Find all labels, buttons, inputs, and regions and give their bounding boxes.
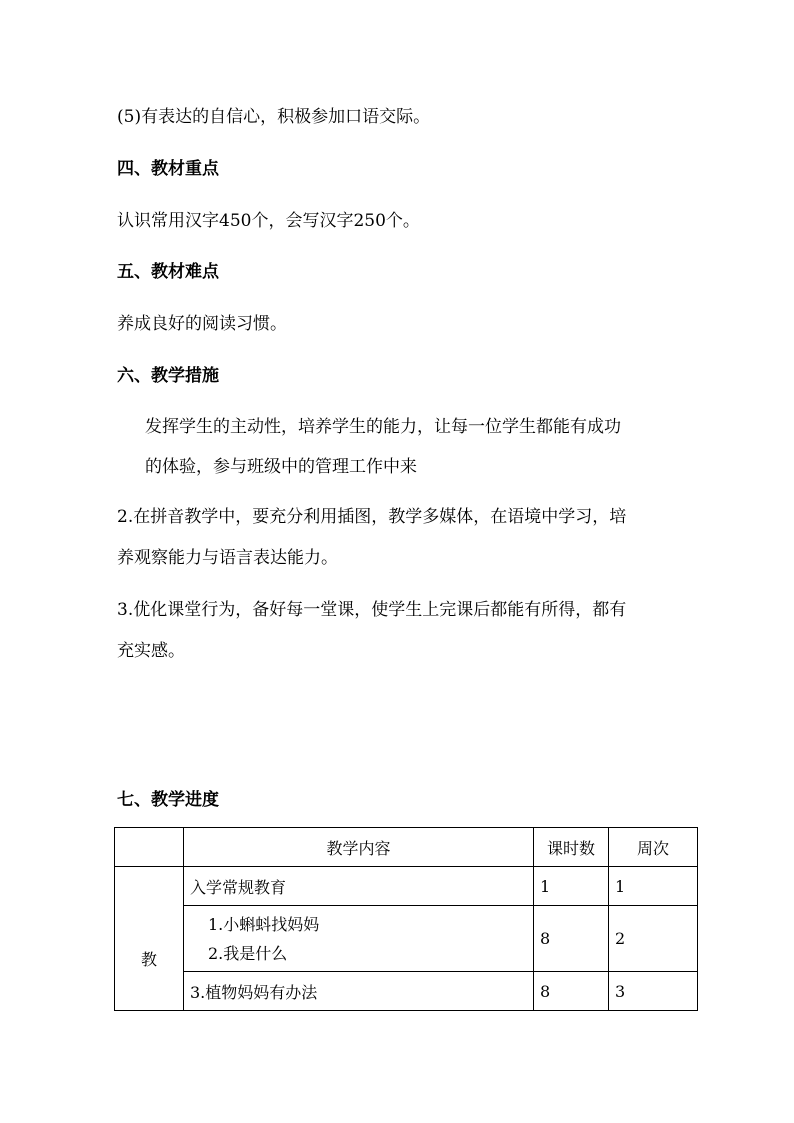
measure-1-line-1: 发挥学生的主动性，培养学生的能力，让每一位学生都能有成功 xyxy=(145,417,621,437)
header-week-cell: 周次 xyxy=(609,828,698,867)
measure-2-line-1: 2.在拼音教学中，要充分利用插图，教学多媒体，在语境中学习，培 xyxy=(117,507,627,527)
section-heading-measures: 六、教学措施 xyxy=(117,366,219,386)
content-cell: 3.植物妈妈有办法 xyxy=(184,972,534,1011)
hours-cell: 8 xyxy=(534,906,609,972)
header-hours-cell: 课时数 xyxy=(534,828,609,867)
lesson-item: 1.小蝌蚪找妈妈 xyxy=(208,914,320,934)
difficulties-text: 养成良好的阅读习惯。 xyxy=(117,314,287,334)
section-heading-schedule: 七、教学进度 xyxy=(117,790,219,810)
lesson-item: 2.我是什么 xyxy=(208,943,288,963)
table-row xyxy=(115,972,698,1011)
content-cell xyxy=(184,906,534,972)
section-heading-difficulties: 五、教材难点 xyxy=(117,262,219,282)
measure-2-line-2: 养观察能力与语言表达能力。 xyxy=(117,548,338,568)
table-header-row xyxy=(115,828,698,867)
week-cell: 3 xyxy=(609,972,698,1011)
hours-cell: 1 xyxy=(534,867,609,906)
week-cell: 1 xyxy=(609,867,698,906)
measure-3-line-2: 充实感。 xyxy=(117,641,185,661)
content-cell: 入学常规教育 xyxy=(184,867,534,906)
measure-3-line-1: 3.优化课堂行为，备好每一堂课，使学生上完课后都能有所得，都有 xyxy=(117,600,627,620)
week-cell: 2 xyxy=(609,906,698,972)
schedule-table xyxy=(114,827,698,1011)
header-label-cell xyxy=(115,828,184,867)
measure-1-line-2: 的体验，参与班级中的管理工作中来 xyxy=(145,457,417,477)
section-heading-key-points: 四、教材重点 xyxy=(117,159,219,179)
table-row xyxy=(115,867,698,906)
key-points-text: 认识常用汉字450个，会写汉字250个。 xyxy=(117,211,420,231)
hours-cell: 8 xyxy=(534,972,609,1011)
objective-item-5: (5)有表达的自信心，积极参加口语交际。 xyxy=(117,107,431,127)
side-label-cell: 教 xyxy=(115,867,184,1011)
table-row xyxy=(115,906,698,972)
header-content-cell: 教学内容 xyxy=(184,828,534,867)
